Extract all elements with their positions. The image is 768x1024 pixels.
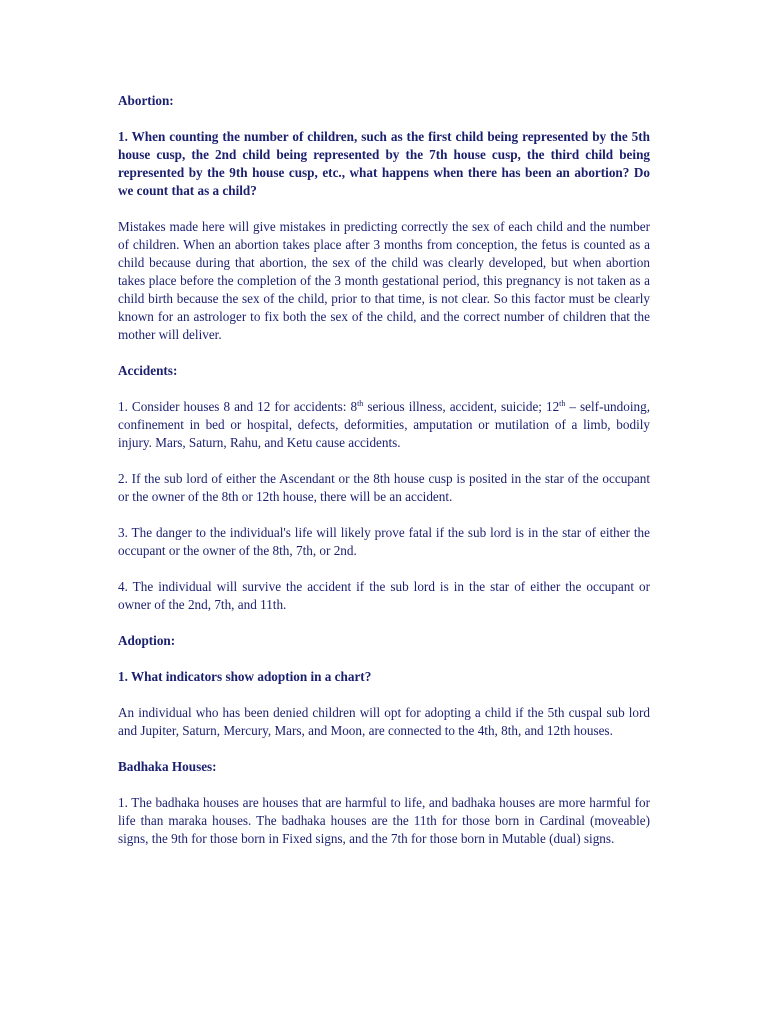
abortion-question: 1. When counting the number of children, such as the first child being represented by the 5th house cusp, the 2nd child being represented by the 7th house cusp, the third child being represented by the 9th house cusp, etc., what happens when there has been an abortion? Do we count that as a child? [118, 129, 650, 198]
adoption-question: 1. What indicators show adoption in a chart? [118, 669, 372, 684]
accidents-p1-part-c: – self-undoing, confinement in bed or hospital, defects, deformities, amputation or mutilation of a limb, bodily injury. Mars, Saturn, Rahu, and Ketu cause accidents. [118, 399, 650, 450]
superscript-th-2: th [559, 399, 566, 408]
section-heading-adoption: Adoption: [118, 633, 176, 648]
superscript-th-1: th [357, 399, 364, 408]
section-heading-abortion: Abortion: [118, 93, 174, 108]
abortion-answer: Mistakes made here will give mistakes in predicting correctly the sex of each child and the number of children. When an abortion takes place after 3 months from conception, the fetus is counted as a child because during that abortion, the sex of the child was clearly developed, but when abortion takes place before the completion of the 3 month gestational period, this pregnancy is not taken as a child birth because the sex of the child, prior to that time, is not clear. So this factor must be clearly known for an astrologer to fix both the sex of the child, and the correct number of children that the mother will deliver. [118, 219, 650, 342]
accidents-paragraph-3: 3. The danger to the individual's life will likely prove fatal if the sub lord is in the star of either the occupant or the owner of the 8th, 7th, or 2nd. [118, 525, 650, 558]
adoption-answer: An individual who has been denied children will opt for adopting a child if the 5th cuspal sub lord and Jupiter, Saturn, Mercury, Mars, and Moon, are connected to the 4th, 8th, and 12th houses. [118, 705, 650, 738]
section-heading-accidents: Accidents: [118, 363, 178, 378]
accidents-paragraph-4: 4. The individual will survive the accident if the sub lord is in the star of either the occupant or owner of the 2nd, 7th, and 11th. [118, 579, 650, 612]
badhaka-paragraph-1: 1. The badhaka houses are houses that are harmful to life, and badhaka houses are more harmful for life than maraka houses. The badhaka houses are the 11th for those born in Cardinal (moveable) signs, the 9th for those born in Fixed signs, and the 7th for those born in Mutable (dual) signs. [118, 795, 650, 846]
accidents-paragraph-1 [118, 398, 650, 452]
accidents-paragraph-2: 2. If the sub lord of either the Ascendant or the 8th house cusp is posited in the star of the occupant or the owner of the 8th or 12th house, there will be an accident. [118, 471, 650, 504]
section-heading-badhaka: Badhaka Houses: [118, 759, 217, 774]
accidents-p1-part-b: serious illness, accident, suicide; 12 [363, 399, 560, 414]
accidents-p1-part-a: 1. Consider houses 8 and 12 for accidents: 8 [118, 399, 358, 414]
